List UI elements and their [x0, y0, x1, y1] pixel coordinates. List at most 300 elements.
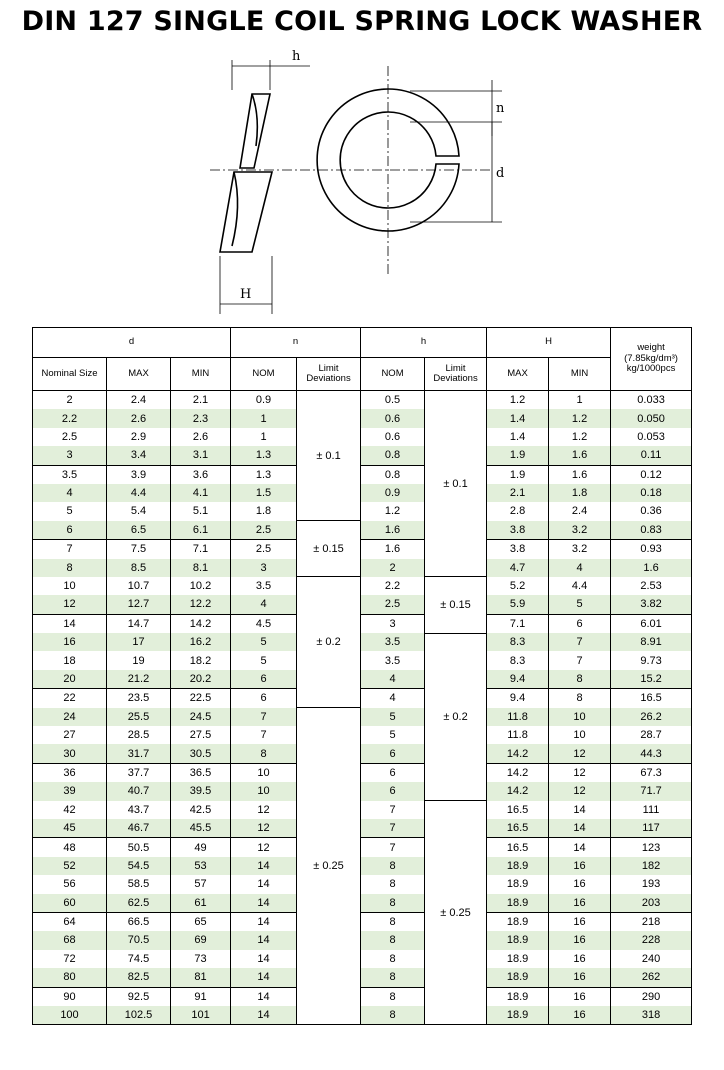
cell-nominal-size: 18: [33, 651, 107, 669]
cell-weight: 262: [611, 968, 692, 987]
table-row: [33, 428, 692, 446]
table-row: [33, 540, 692, 559]
cell-n-nom: 14: [231, 968, 297, 987]
cell-H-min: 8: [549, 670, 611, 689]
cell-n-nom: 8: [231, 744, 297, 763]
cell-H-max: 1.4: [487, 409, 549, 427]
cell-h-nom: 8: [361, 912, 425, 931]
cell-H-min: 14: [549, 801, 611, 819]
cell-h-nom: 2: [361, 559, 425, 577]
cell-d-max: 70.5: [107, 931, 171, 949]
cell-H-min: 10: [549, 708, 611, 726]
cell-d-min: 7.1: [171, 540, 231, 559]
cell-H-max: 3.8: [487, 540, 549, 559]
cell-n-nom: 14: [231, 894, 297, 913]
cell-h-nom: 8: [361, 875, 425, 893]
cell-n-nom: 6: [231, 670, 297, 689]
cell-d-max: 58.5: [107, 875, 171, 893]
cell-h-nom: 2.5: [361, 595, 425, 614]
cell-H-min: 12: [549, 763, 611, 782]
cell-h-nom: 6: [361, 763, 425, 782]
h-deviation-cell: ± 0.25: [425, 801, 487, 1025]
cell-H-min: 16: [549, 950, 611, 968]
header-weight-line2: (7.85kg/dm³): [624, 352, 678, 364]
cell-H-min: 2.4: [549, 502, 611, 520]
header-weight-line3: kg/1000pcs: [626, 363, 676, 375]
cell-H-max: 18.9: [487, 950, 549, 968]
cell-nominal-size: 24: [33, 708, 107, 726]
cell-h-nom: 2.2: [361, 577, 425, 595]
table-row: [33, 1006, 692, 1025]
header-H-max: MAX: [487, 358, 549, 391]
cell-d-max: 25.5: [107, 708, 171, 726]
cell-weight: 16.5: [611, 689, 692, 708]
cell-H-min: 16: [549, 894, 611, 913]
cell-H-max: 16.5: [487, 838, 549, 857]
h-deviation-cell: ± 0.2: [425, 633, 487, 801]
cell-d-min: 16.2: [171, 633, 231, 651]
cell-H-max: 16.5: [487, 819, 549, 838]
cell-n-nom: 10: [231, 763, 297, 782]
cell-H-min: 16: [549, 968, 611, 987]
cell-nominal-size: 16: [33, 633, 107, 651]
cell-weight: 26.2: [611, 708, 692, 726]
cell-H-max: 18.9: [487, 875, 549, 893]
h-deviation-cell: ± 0.15: [425, 577, 487, 633]
cell-d-max: 40.7: [107, 782, 171, 800]
cell-nominal-size: 45: [33, 819, 107, 838]
cell-H-min: 12: [549, 744, 611, 763]
dim-label-d: d: [496, 166, 505, 181]
cell-H-min: 16: [549, 931, 611, 949]
cell-nominal-size: 56: [33, 875, 107, 893]
cell-n-nom: 5: [231, 651, 297, 669]
cell-n-nom: 3.5: [231, 577, 297, 595]
cell-H-min: 4: [549, 559, 611, 577]
cell-n-nom: 3: [231, 559, 297, 577]
cell-d-max: 21.2: [107, 670, 171, 689]
cell-H-min: 1.6: [549, 446, 611, 465]
cell-nominal-size: 60: [33, 894, 107, 913]
cell-H-max: 5.9: [487, 595, 549, 614]
cell-nominal-size: 30: [33, 744, 107, 763]
cell-nominal-size: 90: [33, 987, 107, 1006]
cell-weight: 117: [611, 819, 692, 838]
cell-n-nom: 12: [231, 838, 297, 857]
cell-H-min: 16: [549, 875, 611, 893]
table-row: [33, 689, 692, 708]
cell-d-min: 61: [171, 894, 231, 913]
cell-nominal-size: 72: [33, 950, 107, 968]
cell-nominal-size: 2: [33, 391, 107, 410]
cell-d-min: 30.5: [171, 744, 231, 763]
cell-d-min: 42.5: [171, 801, 231, 819]
cell-nominal-size: 7: [33, 540, 107, 559]
table-row: [33, 465, 692, 484]
cell-h-nom: 3: [361, 614, 425, 633]
table-row: [33, 726, 692, 744]
cell-d-min: 22.5: [171, 689, 231, 708]
n-deviation-cell: ± 0.25: [297, 708, 361, 1025]
cell-n-nom: 10: [231, 782, 297, 800]
cell-nominal-size: 52: [33, 857, 107, 875]
cell-weight: 15.2: [611, 670, 692, 689]
header-H: H: [487, 328, 611, 358]
cell-d-max: 8.5: [107, 559, 171, 577]
cell-nominal-size: 12: [33, 595, 107, 614]
cell-nominal-size: 100: [33, 1006, 107, 1025]
cell-d-min: 39.5: [171, 782, 231, 800]
table-row: [33, 595, 692, 614]
cell-H-min: 10: [549, 726, 611, 744]
cell-nominal-size: 20: [33, 670, 107, 689]
cell-H-max: 18.9: [487, 912, 549, 931]
table-row: [33, 484, 692, 502]
cell-h-nom: 8: [361, 968, 425, 987]
table-row: [33, 987, 692, 1006]
cell-h-nom: 3.5: [361, 633, 425, 651]
cell-nominal-size: 5: [33, 502, 107, 520]
cell-d-max: 74.5: [107, 950, 171, 968]
table-row: [33, 446, 692, 465]
cell-d-max: 31.7: [107, 744, 171, 763]
header-h: h: [361, 328, 487, 358]
cell-d-max: 3.9: [107, 465, 171, 484]
cell-weight: 0.83: [611, 521, 692, 540]
cell-H-max: 14.2: [487, 782, 549, 800]
cell-H-min: 14: [549, 838, 611, 857]
cell-d-max: 4.4: [107, 484, 171, 502]
table-row: [33, 559, 692, 577]
table-row: [33, 838, 692, 857]
cell-d-max: 82.5: [107, 968, 171, 987]
cell-d-max: 6.5: [107, 521, 171, 540]
cell-d-min: 2.1: [171, 391, 231, 410]
cell-d-min: 73: [171, 950, 231, 968]
cell-h-nom: 0.8: [361, 446, 425, 465]
cell-weight: 123: [611, 838, 692, 857]
cell-d-min: 27.5: [171, 726, 231, 744]
header-n-limit-line2: Deviations: [306, 373, 351, 384]
cell-nominal-size: 22: [33, 689, 107, 708]
cell-nominal-size: 4: [33, 484, 107, 502]
cell-H-min: 3.2: [549, 521, 611, 540]
header-d-min: MIN: [171, 358, 231, 391]
cell-weight: 67.3: [611, 763, 692, 782]
cell-d-min: 2.3: [171, 409, 231, 427]
cell-d-min: 45.5: [171, 819, 231, 838]
cell-h-nom: 4: [361, 689, 425, 708]
cell-nominal-size: 68: [33, 931, 107, 949]
cell-n-nom: 14: [231, 931, 297, 949]
cell-n-nom: 12: [231, 801, 297, 819]
cell-h-nom: 5: [361, 726, 425, 744]
cell-weight: 44.3: [611, 744, 692, 763]
cell-nominal-size: 39: [33, 782, 107, 800]
cell-n-nom: 7: [231, 726, 297, 744]
dim-label-h: h: [292, 49, 301, 64]
cell-H-max: 14.2: [487, 744, 549, 763]
cell-n-nom: 4: [231, 595, 297, 614]
cell-weight: 182: [611, 857, 692, 875]
cell-n-nom: 5: [231, 633, 297, 651]
cell-n-nom: 1.3: [231, 465, 297, 484]
header-weight-line1: weight: [637, 342, 665, 354]
cell-d-max: 37.7: [107, 763, 171, 782]
table-row: [33, 857, 692, 875]
cell-weight: 0.11: [611, 446, 692, 465]
header-d-max: MAX: [107, 358, 171, 391]
cell-d-min: 20.2: [171, 670, 231, 689]
cell-n-nom: 1.8: [231, 502, 297, 520]
table-row: [33, 577, 692, 595]
cell-H-max: 4.7: [487, 559, 549, 577]
cell-H-max: 18.9: [487, 987, 549, 1006]
cell-d-min: 8.1: [171, 559, 231, 577]
cell-d-min: 3.6: [171, 465, 231, 484]
cell-d-max: 43.7: [107, 801, 171, 819]
cell-nominal-size: 48: [33, 838, 107, 857]
header-n-limit: [297, 358, 361, 391]
cell-h-nom: 8: [361, 857, 425, 875]
header-h-limit: [425, 358, 487, 391]
table-row: [33, 391, 692, 410]
cell-nominal-size: 42: [33, 801, 107, 819]
cell-H-max: 18.9: [487, 931, 549, 949]
table-row: [33, 894, 692, 913]
cell-nominal-size: 14: [33, 614, 107, 633]
cell-n-nom: 4.5: [231, 614, 297, 633]
cell-h-nom: 1.6: [361, 521, 425, 540]
cell-H-max: 7.1: [487, 614, 549, 633]
cell-H-max: 9.4: [487, 670, 549, 689]
cell-d-min: 49: [171, 838, 231, 857]
cell-d-min: 69: [171, 931, 231, 949]
cell-d-max: 17: [107, 633, 171, 651]
table-row: [33, 819, 692, 838]
header-n: n: [231, 328, 361, 358]
cell-h-nom: 8: [361, 931, 425, 949]
cell-h-nom: 4: [361, 670, 425, 689]
cell-d-min: 101: [171, 1006, 231, 1025]
header-H-min: MIN: [549, 358, 611, 391]
cell-weight: 0.033: [611, 391, 692, 410]
table-row: [33, 801, 692, 819]
header-h-limit-line2: Deviations: [433, 373, 478, 384]
cell-weight: 8.91: [611, 633, 692, 651]
washer-drawing: [190, 46, 520, 322]
cell-weight: 1.6: [611, 559, 692, 577]
cell-n-nom: 14: [231, 950, 297, 968]
cell-d-max: 14.7: [107, 614, 171, 633]
cell-H-max: 16.5: [487, 801, 549, 819]
header-weight: [611, 328, 692, 391]
cell-H-min: 5: [549, 595, 611, 614]
cell-H-max: 11.8: [487, 726, 549, 744]
cell-H-min: 12: [549, 782, 611, 800]
spec-table-body: [33, 391, 692, 1025]
cell-n-nom: 14: [231, 875, 297, 893]
cell-H-max: 5.2: [487, 577, 549, 595]
cell-H-max: 2.8: [487, 502, 549, 520]
table-row: [33, 744, 692, 763]
cell-weight: 0.18: [611, 484, 692, 502]
table-row: [33, 875, 692, 893]
dim-label-H: H: [240, 287, 252, 302]
cell-d-max: 28.5: [107, 726, 171, 744]
dim-label-n: n: [496, 101, 505, 116]
cell-H-min: 1: [549, 391, 611, 410]
cell-n-nom: 12: [231, 819, 297, 838]
cell-d-min: 5.1: [171, 502, 231, 520]
cell-n-nom: 14: [231, 987, 297, 1006]
cell-d-min: 14.2: [171, 614, 231, 633]
cell-nominal-size: 64: [33, 912, 107, 931]
table-row: [33, 912, 692, 931]
cell-H-max: 8.3: [487, 651, 549, 669]
cell-d-max: 7.5: [107, 540, 171, 559]
cell-H-max: 11.8: [487, 708, 549, 726]
cell-n-nom: 0.9: [231, 391, 297, 410]
cell-n-nom: 6: [231, 689, 297, 708]
cell-weight: 28.7: [611, 726, 692, 744]
cell-H-min: 1.8: [549, 484, 611, 502]
cell-d-min: 10.2: [171, 577, 231, 595]
cell-d-min: 12.2: [171, 595, 231, 614]
cell-h-nom: 7: [361, 801, 425, 819]
cell-d-max: 2.4: [107, 391, 171, 410]
cell-d-max: 46.7: [107, 819, 171, 838]
cell-d-min: 24.5: [171, 708, 231, 726]
cell-weight: 240: [611, 950, 692, 968]
table-row: [33, 950, 692, 968]
table-row: [33, 614, 692, 633]
cell-H-max: 18.9: [487, 1006, 549, 1025]
cell-H-min: 3.2: [549, 540, 611, 559]
cell-H-max: 18.9: [487, 894, 549, 913]
cell-h-nom: 0.6: [361, 409, 425, 427]
cell-h-nom: 8: [361, 987, 425, 1006]
table-row: [33, 502, 692, 520]
spec-table: [32, 327, 692, 1025]
n-deviation-cell: ± 0.15: [297, 521, 361, 577]
cell-H-max: 1.2: [487, 391, 549, 410]
cell-d-min: 3.1: [171, 446, 231, 465]
cell-n-nom: 1.5: [231, 484, 297, 502]
cell-weight: 0.050: [611, 409, 692, 427]
table-row: [33, 708, 692, 726]
cell-H-min: 1.2: [549, 428, 611, 446]
cell-H-min: 1.2: [549, 409, 611, 427]
header-h-limit-line1: Limit: [445, 362, 466, 374]
cell-H-max: 1.4: [487, 428, 549, 446]
cell-d-min: 81: [171, 968, 231, 987]
cell-H-max: 18.9: [487, 968, 549, 987]
cell-H-min: 4.4: [549, 577, 611, 595]
cell-nominal-size: 27: [33, 726, 107, 744]
cell-H-max: 3.8: [487, 521, 549, 540]
cell-d-min: 53: [171, 857, 231, 875]
cell-weight: 0.053: [611, 428, 692, 446]
cell-H-min: 1.6: [549, 465, 611, 484]
cell-h-nom: 8: [361, 1006, 425, 1025]
header-nominal-size: Nominal Size: [33, 358, 107, 391]
cell-H-min: 14: [549, 819, 611, 838]
washer-side-view-lower: [220, 172, 272, 252]
cell-d-max: 102.5: [107, 1006, 171, 1025]
cell-n-nom: 2.5: [231, 540, 297, 559]
header-d: d: [33, 328, 231, 358]
cell-n-nom: 1.3: [231, 446, 297, 465]
cell-nominal-size: 2.5: [33, 428, 107, 446]
cell-H-max: 2.1: [487, 484, 549, 502]
cell-nominal-size: 10: [33, 577, 107, 595]
cell-h-nom: 8: [361, 950, 425, 968]
cell-d-min: 4.1: [171, 484, 231, 502]
cell-n-nom: 14: [231, 912, 297, 931]
cell-H-min: 8: [549, 689, 611, 708]
n-deviation-cell: ± 0.1: [297, 391, 361, 521]
cell-h-nom: 5: [361, 708, 425, 726]
cell-n-nom: 2.5: [231, 521, 297, 540]
cell-H-min: 7: [549, 633, 611, 651]
cell-d-max: 5.4: [107, 502, 171, 520]
cell-d-max: 19: [107, 651, 171, 669]
table-row: [33, 633, 692, 651]
cell-d-max: 66.5: [107, 912, 171, 931]
cell-d-max: 2.9: [107, 428, 171, 446]
table-row: [33, 651, 692, 669]
cell-h-nom: 0.6: [361, 428, 425, 446]
cell-d-max: 12.7: [107, 595, 171, 614]
cell-H-min: 6: [549, 614, 611, 633]
cell-H-max: 1.9: [487, 465, 549, 484]
cell-h-nom: 7: [361, 819, 425, 838]
cell-h-nom: 0.5: [361, 391, 425, 410]
cell-H-max: 1.9: [487, 446, 549, 465]
cell-d-max: 92.5: [107, 987, 171, 1006]
cell-H-min: 16: [549, 857, 611, 875]
table-row: [33, 968, 692, 987]
cell-h-nom: 3.5: [361, 651, 425, 669]
cell-d-min: 65: [171, 912, 231, 931]
cell-h-nom: 7: [361, 838, 425, 857]
cell-weight: 193: [611, 875, 692, 893]
cell-weight: 203: [611, 894, 692, 913]
cell-d-min: 57: [171, 875, 231, 893]
table-row: [33, 782, 692, 800]
header-n-limit-line1: Limit: [318, 362, 339, 374]
cell-d-min: 18.2: [171, 651, 231, 669]
cell-weight: 0.93: [611, 540, 692, 559]
cell-d-max: 62.5: [107, 894, 171, 913]
table-row: [33, 763, 692, 782]
page-title: DIN 127 SINGLE COIL SPRING LOCK WASHER: [21, 6, 703, 37]
cell-h-nom: 0.8: [361, 465, 425, 484]
table-row: [33, 670, 692, 689]
cell-h-nom: 1.6: [361, 540, 425, 559]
cell-H-min: 7: [549, 651, 611, 669]
cell-weight: 2.53: [611, 577, 692, 595]
cell-d-max: 50.5: [107, 838, 171, 857]
cell-nominal-size: 8: [33, 559, 107, 577]
cell-weight: 71.7: [611, 782, 692, 800]
cell-nominal-size: 3.5: [33, 465, 107, 484]
cell-d-max: 2.6: [107, 409, 171, 427]
cell-n-nom: 14: [231, 1006, 297, 1025]
cell-weight: 290: [611, 987, 692, 1006]
h-deviation-cell: ± 0.1: [425, 391, 487, 577]
